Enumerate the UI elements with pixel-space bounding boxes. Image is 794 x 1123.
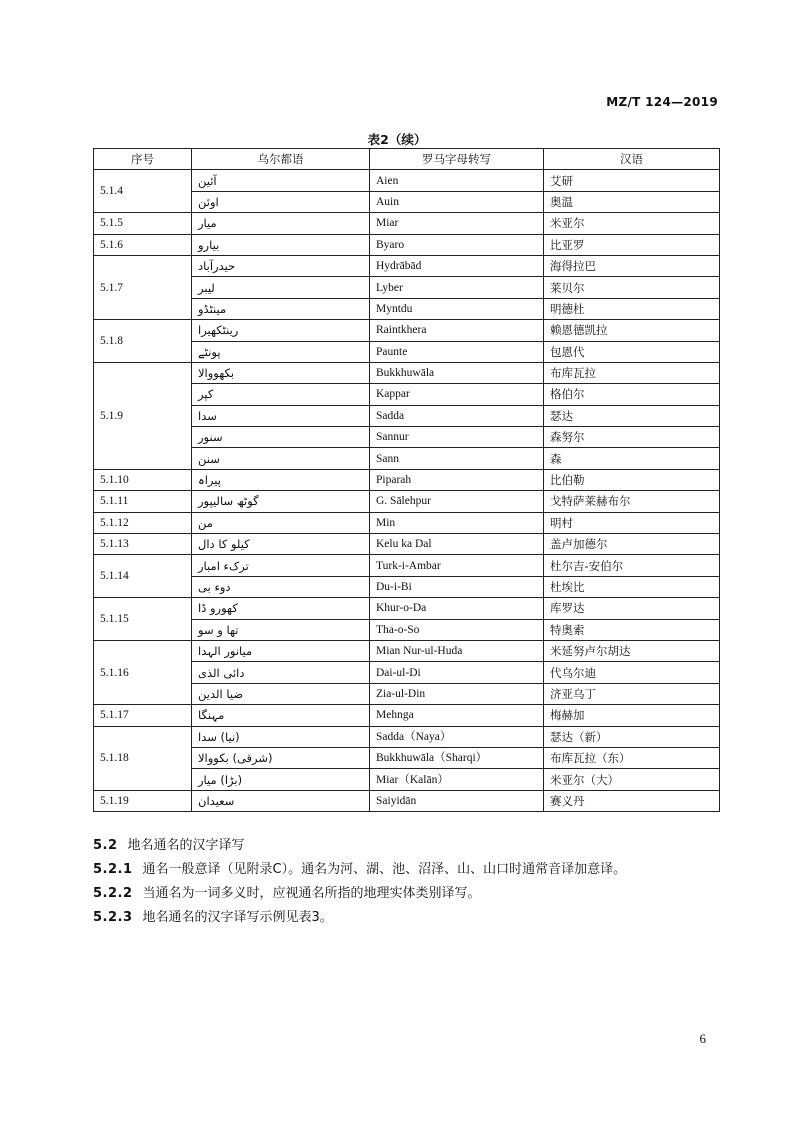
table-row — [94, 362, 720, 383]
chinese-name-cell: 特奥索 — [544, 619, 720, 640]
urdu-name-cell: ضیا الدین — [192, 683, 370, 704]
column-header-urdu: 乌尔都语 — [192, 149, 370, 170]
urdu-name-cell: لیبر — [192, 277, 370, 298]
sequence-number-cell: 5.1.11 — [94, 491, 192, 512]
chinese-name-cell: 瑟达 — [544, 405, 720, 426]
roman-transliteration-cell: G. Sālehpur — [370, 491, 544, 512]
table-row — [94, 726, 720, 747]
roman-transliteration-cell: Zia-ul-Din — [370, 683, 544, 704]
urdu-name-cell: مہنگا — [192, 705, 370, 726]
roman-transliteration-cell: Aien — [370, 170, 544, 191]
table-row — [94, 598, 720, 619]
roman-transliteration-cell: Kelu ka Dal — [370, 534, 544, 555]
roman-transliteration-cell: Bukkhuwāla（Sharqi） — [370, 747, 544, 768]
roman-transliteration-cell: Auin — [370, 191, 544, 212]
chinese-name-cell: 森努尔 — [544, 427, 720, 448]
roman-transliteration-cell: Bukkhuwāla — [370, 362, 544, 383]
roman-transliteration-cell: Khur-o-Da — [370, 598, 544, 619]
chinese-name-cell: 比亚罗 — [544, 234, 720, 255]
sequence-number-cell: 5.1.19 — [94, 790, 192, 811]
chinese-name-cell: 森 — [544, 448, 720, 469]
table-row — [94, 534, 720, 555]
standard-code: MZ/T 124—2019 — [606, 95, 718, 109]
sequence-number-cell: 5.1.8 — [94, 320, 192, 363]
chinese-name-cell: 海得拉巴 — [544, 255, 720, 276]
chinese-name-cell: 库罗达 — [544, 598, 720, 619]
chinese-name-cell: 艾研 — [544, 170, 720, 191]
urdu-name-cell: (نیا) سدا — [192, 726, 370, 747]
clause-number: 5.2.2 — [93, 886, 133, 901]
roman-transliteration-cell: Mehnga — [370, 705, 544, 726]
roman-transliteration-cell: Sadda — [370, 405, 544, 426]
roman-transliteration-cell: Turk-i-Ambar — [370, 555, 544, 576]
clause-text: 地名通名的汉字译写示例见表3。 — [142, 910, 333, 925]
table-row — [94, 170, 720, 191]
roman-transliteration-cell: Saiyidān — [370, 790, 544, 811]
clause-number: 5.2.1 — [93, 862, 133, 877]
chinese-name-cell: 杜埃比 — [544, 576, 720, 597]
table-row — [94, 640, 720, 661]
urdu-name-cell: سعیدان — [192, 790, 370, 811]
table-row — [94, 213, 720, 234]
table-row — [94, 234, 720, 255]
urdu-name-cell: رینٹکھیرا — [192, 320, 370, 341]
table-row — [94, 469, 720, 490]
roman-transliteration-cell: Piparah — [370, 469, 544, 490]
chinese-name-cell: 赛义丹 — [544, 790, 720, 811]
column-header-chinese: 汉语 — [544, 149, 720, 170]
roman-transliteration-cell: Dai-ul-Di — [370, 662, 544, 683]
clause-text: 通名一般意译（见附录C）。通名为河、湖、池、沼泽、山、山口时通常音译加意译。 — [142, 862, 627, 877]
chinese-name-cell: 布库瓦拉（东） — [544, 747, 720, 768]
roman-transliteration-cell: Raintkhera — [370, 320, 544, 341]
chinese-name-cell: 米延努卢尔胡达 — [544, 640, 720, 661]
chinese-name-cell: 戈特萨莱赫布尔 — [544, 491, 720, 512]
sequence-number-cell: 5.1.16 — [94, 640, 192, 704]
roman-transliteration-cell: Paunte — [370, 341, 544, 362]
urdu-name-cell: سنور — [192, 427, 370, 448]
sequence-number-cell: 5.1.9 — [94, 362, 192, 469]
table-caption: 表2（续） — [367, 132, 427, 147]
chinese-name-cell: 梅赫加 — [544, 705, 720, 726]
clauses-section — [93, 834, 733, 930]
roman-transliteration-cell: Min — [370, 512, 544, 533]
roman-transliteration-cell: Sannur — [370, 427, 544, 448]
urdu-name-cell: بیارو — [192, 234, 370, 255]
roman-transliteration-cell: Hydrābād — [370, 255, 544, 276]
urdu-name-cell: سنن — [192, 448, 370, 469]
urdu-name-cell: کھورو ڈا — [192, 598, 370, 619]
urdu-name-cell: کپر — [192, 384, 370, 405]
roman-transliteration-cell: Myntdu — [370, 298, 544, 319]
sequence-number-cell: 5.1.7 — [94, 255, 192, 319]
table-row — [94, 320, 720, 341]
chinese-name-cell: 格伯尔 — [544, 384, 720, 405]
chinese-name-cell: 代乌尔迪 — [544, 662, 720, 683]
urdu-name-cell: اوئن — [192, 191, 370, 212]
roman-transliteration-cell: Du-i-Bi — [370, 576, 544, 597]
urdu-name-cell: (بڑا) میار — [192, 769, 370, 790]
urdu-name-cell: پیراہ — [192, 469, 370, 490]
clause-number: 5.2.3 — [93, 910, 133, 925]
urdu-name-cell: (شرقی) بکووالا — [192, 747, 370, 768]
sequence-number-cell: 5.1.4 — [94, 170, 192, 213]
urdu-name-cell: گوٹھ سالیپور — [192, 491, 370, 512]
clause-text: 地名通名的汉字译写 — [127, 838, 245, 853]
roman-transliteration-cell: Miar（Kalān） — [370, 769, 544, 790]
chinese-name-cell: 盖卢加德尔 — [544, 534, 720, 555]
urdu-name-cell: میار — [192, 213, 370, 234]
urdu-name-cell: دوء بی — [192, 576, 370, 597]
table-body — [94, 170, 720, 812]
urdu-name-cell: دائی الذی — [192, 662, 370, 683]
clause-text: 当通名为一词多义时，应视通名所指的地理实体类别译写。 — [142, 886, 481, 901]
sequence-number-cell: 5.1.14 — [94, 555, 192, 598]
sequence-number-cell: 5.1.15 — [94, 598, 192, 641]
roman-transliteration-cell: Sadda（Naya） — [370, 726, 544, 747]
urdu-name-cell: مینٹڈو — [192, 298, 370, 319]
sequence-number-cell: 5.1.6 — [94, 234, 192, 255]
urdu-name-cell: کیلو کا دال — [192, 534, 370, 555]
column-header-seq: 序号 — [94, 149, 192, 170]
clause-number: 5.2 — [93, 838, 118, 853]
chinese-name-cell: 奥温 — [544, 191, 720, 212]
urdu-name-cell: آئین — [192, 170, 370, 191]
roman-transliteration-cell: Sann — [370, 448, 544, 469]
chinese-name-cell: 明村 — [544, 512, 720, 533]
roman-transliteration-cell: Byaro — [370, 234, 544, 255]
chinese-name-cell: 济亚乌丁 — [544, 683, 720, 704]
chinese-name-cell: 包恩代 — [544, 341, 720, 362]
sequence-number-cell: 5.1.18 — [94, 726, 192, 790]
roman-transliteration-cell: Lyber — [370, 277, 544, 298]
chinese-name-cell: 比伯勒 — [544, 469, 720, 490]
urdu-name-cell: ترکء امبار — [192, 555, 370, 576]
urdu-name-cell: تھا و سو — [192, 619, 370, 640]
table-row — [94, 790, 720, 811]
table-row — [94, 255, 720, 276]
urdu-name-cell: حیدرآباد — [192, 255, 370, 276]
roman-transliteration-cell: Kappar — [370, 384, 544, 405]
chinese-name-cell: 赖恩德凯拉 — [544, 320, 720, 341]
chinese-name-cell: 米亚尔（大） — [544, 769, 720, 790]
column-header-roman: 罗马字母转写 — [370, 149, 544, 170]
urdu-name-cell: بکھووالا — [192, 362, 370, 383]
roman-transliteration-cell: Mian Nur-ul-Huda — [370, 640, 544, 661]
clause — [93, 882, 733, 906]
clause — [93, 906, 733, 930]
table-row — [94, 491, 720, 512]
chinese-name-cell: 瑟达（新） — [544, 726, 720, 747]
table-row — [94, 705, 720, 726]
chinese-name-cell: 杜尔吉-安伯尔 — [544, 555, 720, 576]
sequence-number-cell: 5.1.5 — [94, 213, 192, 234]
chinese-name-cell: 明德杜 — [544, 298, 720, 319]
chinese-name-cell: 莱贝尔 — [544, 277, 720, 298]
urdu-name-cell: میانور الہدا — [192, 640, 370, 661]
chinese-name-cell: 布库瓦拉 — [544, 362, 720, 383]
sequence-number-cell: 5.1.10 — [94, 469, 192, 490]
chinese-name-cell: 米亚尔 — [544, 213, 720, 234]
table-header-row — [94, 149, 720, 170]
urdu-name-cell: پونٹے — [192, 341, 370, 362]
roman-transliteration-cell: Tha-o-So — [370, 619, 544, 640]
clause — [93, 858, 733, 882]
page-number: 6 — [699, 1031, 706, 1046]
urdu-name-cell: من — [192, 512, 370, 533]
clause — [93, 834, 733, 858]
table-row — [94, 512, 720, 533]
table-row — [94, 555, 720, 576]
urdu-name-cell: سدا — [192, 405, 370, 426]
sequence-number-cell: 5.1.17 — [94, 705, 192, 726]
roman-transliteration-cell: Miar — [370, 213, 544, 234]
transliteration-table — [93, 148, 720, 812]
sequence-number-cell: 5.1.13 — [94, 534, 192, 555]
sequence-number-cell: 5.1.12 — [94, 512, 192, 533]
